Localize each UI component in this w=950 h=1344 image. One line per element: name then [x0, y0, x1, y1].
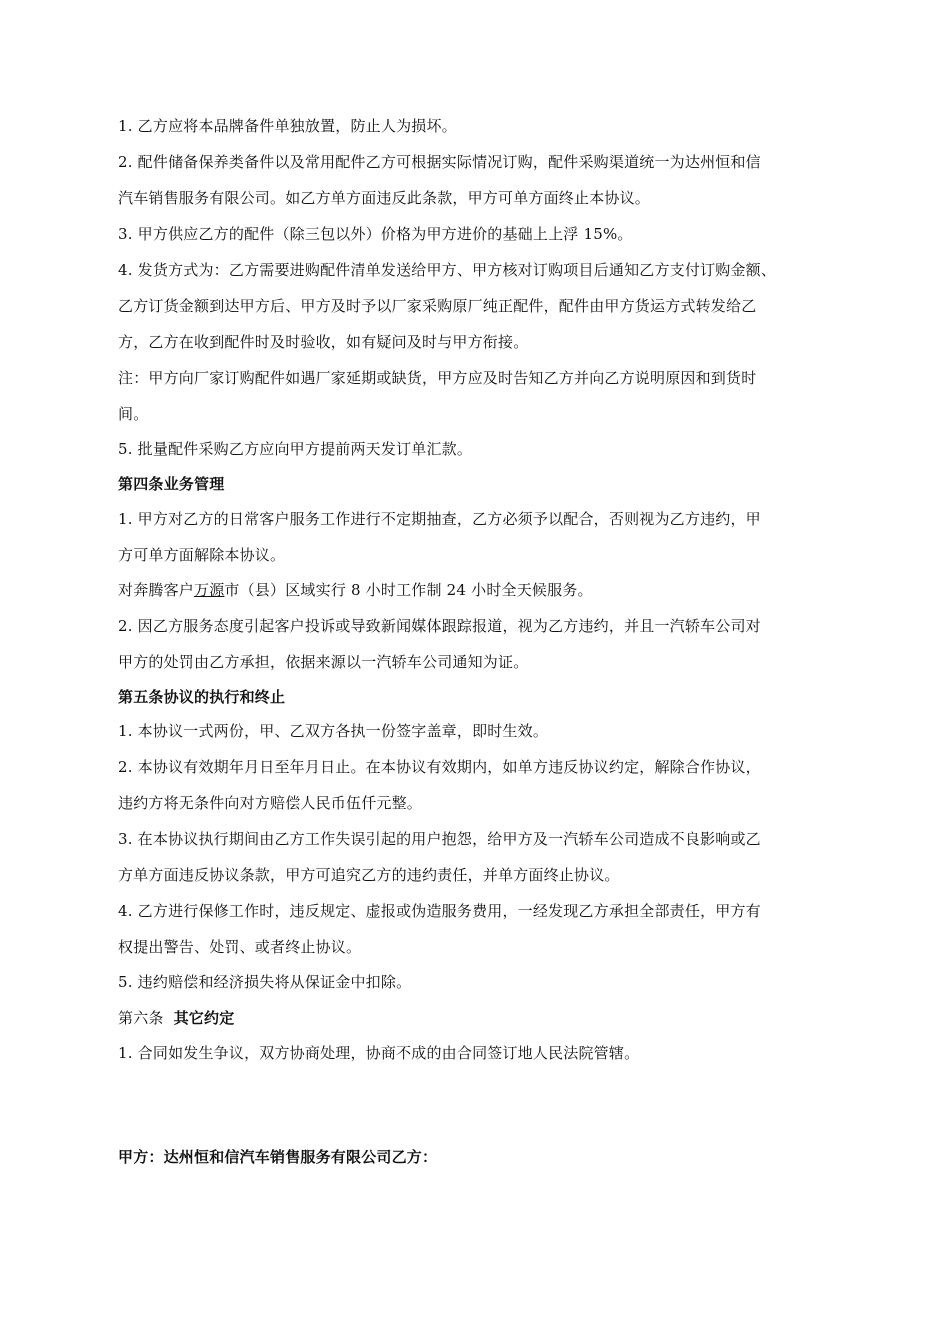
clause-3-note-line-2: 间。 [118, 405, 149, 423]
service-line-suffix: 市（县）区域实行 8 小时工作制 24 小时全天候服务。 [224, 581, 593, 599]
clause-6-heading [118, 1008, 838, 1028]
clause-6-item-1: 1. 合同如发生争议，双方协商处理，协商不成的由合同签订地人民法院管辖。 [118, 1044, 640, 1062]
clause-5-item-4-line-2: 权提出警告、处罚、或者终止协议。 [118, 938, 362, 956]
clause-5-item-1: 1. 本协议一式两份，甲、乙双方各执一份签字盖章，即时生效。 [118, 722, 549, 740]
clause-3-item-2-line-1: 2. 配件储备保养类备件以及常用配件乙方可根据实际情况订购，配件采购渠道统一为达州恒和信 [118, 153, 761, 171]
clause-4-item-2-line-2: 甲方的处罚由乙方承担，依据来源以一汽轿车公司通知为证。 [118, 653, 529, 671]
clause-4-item-2-line-1: 2. 因乙方服务态度引起客户投诉或导致新闻媒体跟踪报道，视为乙方违约，并且一汽轿车公司对 [118, 617, 761, 635]
clause-5-item-2-line-2: 违约方将无条件向对方赔偿人民币伍仟元整。 [118, 794, 423, 812]
clause-3-item-2-line-2: 汽车销售服务有限公司。如乙方单方面违反此条款，甲方可单方面终止本协议。 [118, 189, 651, 207]
clause-6-title: 其它约定 [173, 1009, 235, 1027]
clause-5-item-3-line-1: 3. 在本协议执行期间由乙方工作失误引起的用户抱怨，给甲方及一汽轿车公司造成不良影响或乙 [118, 830, 761, 848]
clause-4-item-1-line-1: 1. 甲方对乙方的日常客户服务工作进行不定期抽查，乙方必须予以配合，否则视为乙方违约，甲 [118, 510, 761, 528]
service-line-prefix: 对奔腾客户 [118, 581, 195, 599]
clause-3-item-4-line-1: 4. 发货方式为：乙方需要进购配件清单发送给甲方、甲方核对订购项目后通知乙方支付订购金额、 [118, 261, 777, 279]
clause-4-service-line [118, 580, 838, 600]
clause-3-item-1: 1. 乙方应将本品牌备件单独放置，防止人为损坏。 [118, 117, 457, 135]
signature-parties-line: 甲方：达州恒和信汽车销售服务有限公司乙方： [118, 1148, 438, 1166]
clause-5-item-4-line-1: 4. 乙方进行保修工作时，违反规定、虚报或伪造服务费用，一经发现乙方承担全部责任，甲方有 [118, 902, 761, 920]
clause-5-item-3-line-2: 方单方面违反协议条款，甲方可追究乙方的违约责任，并单方面终止协议。 [118, 866, 620, 884]
clause-3-note-line-1: 注：甲方向厂家订购配件如遇厂家延期或缺货，甲方应及时告知乙方并向乙方说明原因和到货时 [118, 369, 757, 387]
clause-5-item-5: 5. 违约赔偿和经济损失将从保证金中扣除。 [118, 973, 412, 991]
service-city-name: 万源 [194, 581, 225, 599]
clause-3-item-4-line-3: 方，乙方在收到配件时及时验收，如有疑问及时与甲方衔接。 [118, 333, 529, 351]
clause-3-item-3: 3. 甲方供应乙方的配件（除三包以外）价格为甲方进价的基础上上浮 15%。 [118, 225, 633, 243]
clause-6-number: 第六条 [118, 1009, 164, 1027]
clause-4-heading: 第四条业务管理 [118, 475, 225, 493]
clause-3-item-5: 5. 批量配件采购乙方应向甲方提前两天发订单汇款。 [118, 440, 473, 458]
clause-3-item-4-line-2: 乙方订货金额到达甲方后、甲方及时予以厂家采购原厂纯正配件，配件由甲方货运方式转发给乙 [118, 297, 757, 315]
clause-4-item-1-line-2: 方可单方面解除本协议。 [118, 546, 286, 564]
clause-5-heading: 第五条协议的执行和终止 [118, 688, 286, 706]
clause-5-item-2-line-1: 2. 本协议有效期年月日至年月日止。在本协议有效期内，如单方违反协议约定，解除合作协议， [118, 758, 761, 776]
